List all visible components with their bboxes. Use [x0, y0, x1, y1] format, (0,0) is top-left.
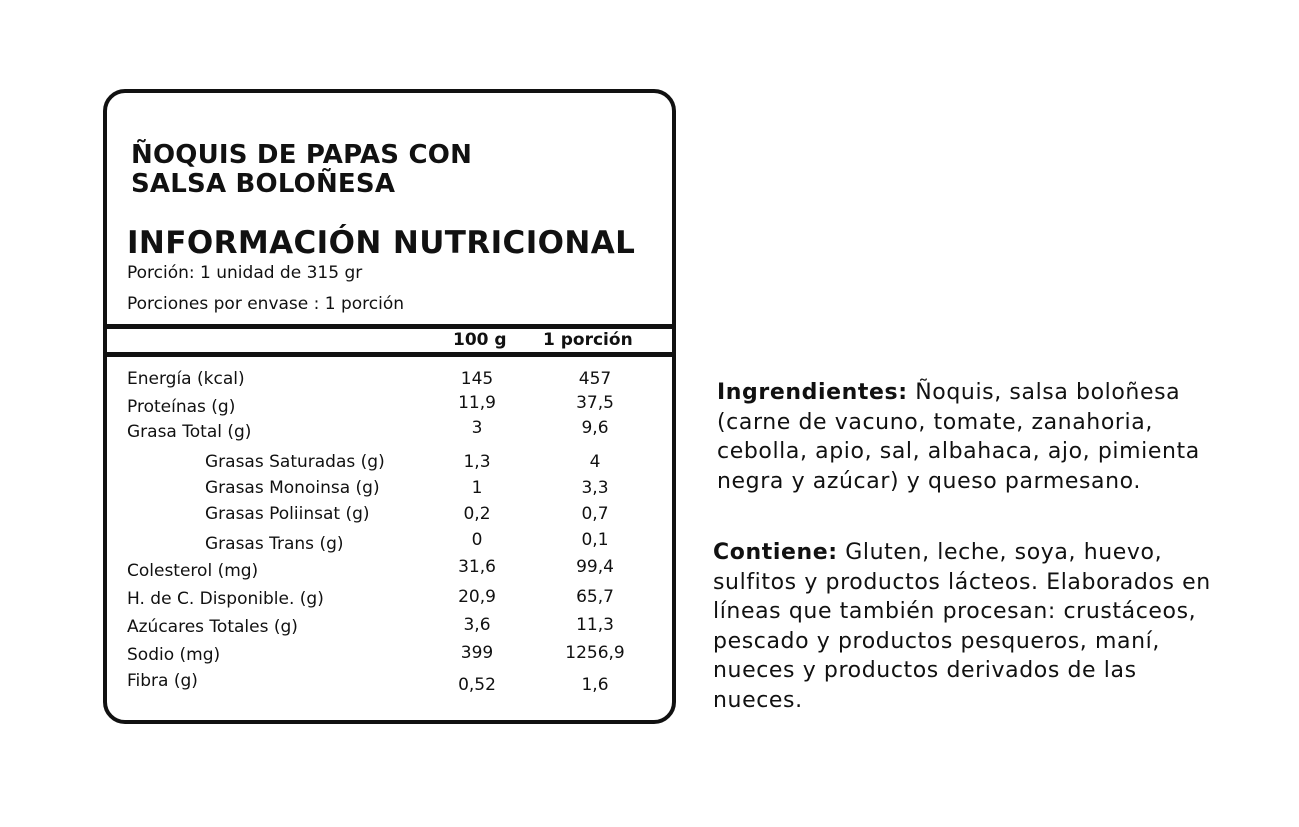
nutrient-name: Grasas Poliinsat (g): [205, 504, 370, 524]
ingredients-label: Ingrendientes:: [717, 380, 908, 405]
value-per-serving: 11,3: [576, 615, 614, 635]
nutrient-name: Colesterol (mg): [127, 561, 259, 581]
value-per-serving: 37,5: [576, 393, 614, 413]
product-title-line-2: SALSA BOLOÑESA: [131, 169, 396, 199]
nutrient-name: Grasas Trans (g): [205, 534, 344, 554]
value-per-serving: 65,7: [576, 587, 614, 607]
nutrient-row: [107, 418, 672, 446]
value-per-100g: 1,3: [463, 452, 491, 472]
nutrient-row: [107, 557, 672, 585]
ingredients-block: [717, 378, 1217, 496]
nutrient-row: [107, 504, 672, 528]
value-per-serving: 1256,9: [565, 643, 625, 663]
value-per-serving: 1,6: [581, 675, 609, 695]
nutrient-name: H. de C. Disponible. (g): [127, 589, 324, 609]
nutrient-name: Sodio (mg): [127, 645, 221, 665]
servings-per-container: Porciones por envase : 1 porción: [127, 294, 405, 314]
allergens-label: Contiene:: [713, 540, 838, 565]
value-per-serving: 9,6: [581, 418, 609, 438]
nutrient-row: [107, 671, 672, 695]
column-header-per-serving: 1 porción: [543, 330, 633, 350]
serving-size: Porción: 1 unidad de 315 gr: [127, 263, 363, 283]
nutrient-row: [107, 589, 672, 613]
divider-bottom: [107, 352, 672, 357]
nutrition-label-box: [103, 89, 676, 724]
value-per-100g: 1: [471, 478, 483, 498]
value-per-100g: 3: [471, 418, 483, 438]
value-per-100g: 399: [460, 643, 494, 663]
value-per-100g: 11,9: [458, 393, 496, 413]
nutrient-row: [107, 369, 672, 393]
ingredients-text: Ñoquis, salsa boloñesa (carne de vacuno, tomate, zanahoria, cebolla, apio, sal, albahaca, ajo, pimienta negra y azúcar) y queso parmesano.: [717, 380, 1200, 494]
column-header-per-100g: 100 g: [453, 330, 507, 350]
value-per-serving: 3,3: [581, 478, 609, 498]
allergens-block: [713, 538, 1223, 715]
nutrient-row: [107, 478, 672, 502]
nutrient-name: Energía (kcal): [127, 369, 245, 389]
value-per-100g: 31,6: [458, 557, 496, 577]
nutrient-name: Proteínas (g): [127, 397, 236, 417]
value-per-100g: 3,6: [463, 615, 491, 635]
value-per-serving: 99,4: [576, 557, 614, 577]
nutrient-row: [107, 645, 672, 669]
nutrient-name: Grasas Monoinsa (g): [205, 478, 380, 498]
nutrient-name: Azúcares Totales (g): [127, 617, 298, 637]
nutrient-name: Fibra (g): [127, 671, 198, 691]
product-title: [131, 141, 472, 199]
product-title-line-1: ÑOQUIS DE PAPAS CON: [131, 140, 473, 170]
nutrient-row: [107, 617, 672, 641]
value-per-serving: 0,1: [581, 530, 609, 550]
nutrient-row: [107, 452, 672, 476]
divider-top: [107, 324, 672, 329]
nutrient-name: Grasas Saturadas (g): [205, 452, 385, 472]
nutrient-row: [107, 530, 672, 558]
value-per-100g: 0,2: [463, 504, 491, 524]
nutrient-name: Grasa Total (g): [127, 422, 252, 442]
nutrition-section-title: INFORMACIÓN NUTRICIONAL: [127, 225, 636, 261]
value-per-100g: 145: [460, 369, 494, 389]
value-per-100g: 0: [471, 530, 483, 550]
value-per-100g: 20,9: [458, 587, 496, 607]
value-per-serving: 457: [578, 369, 612, 389]
value-per-100g: 0,52: [458, 675, 496, 695]
value-per-serving: 0,7: [581, 504, 609, 524]
value-per-serving: 4: [589, 452, 601, 472]
allergens-text: Gluten, leche, soya, huevo, sulfitos y productos lácteos. Elaborados en líneas que también procesan: crustáceos, pescado y productos pesqueros, maní, nueces y productos derivados de las nueces.: [713, 540, 1211, 713]
